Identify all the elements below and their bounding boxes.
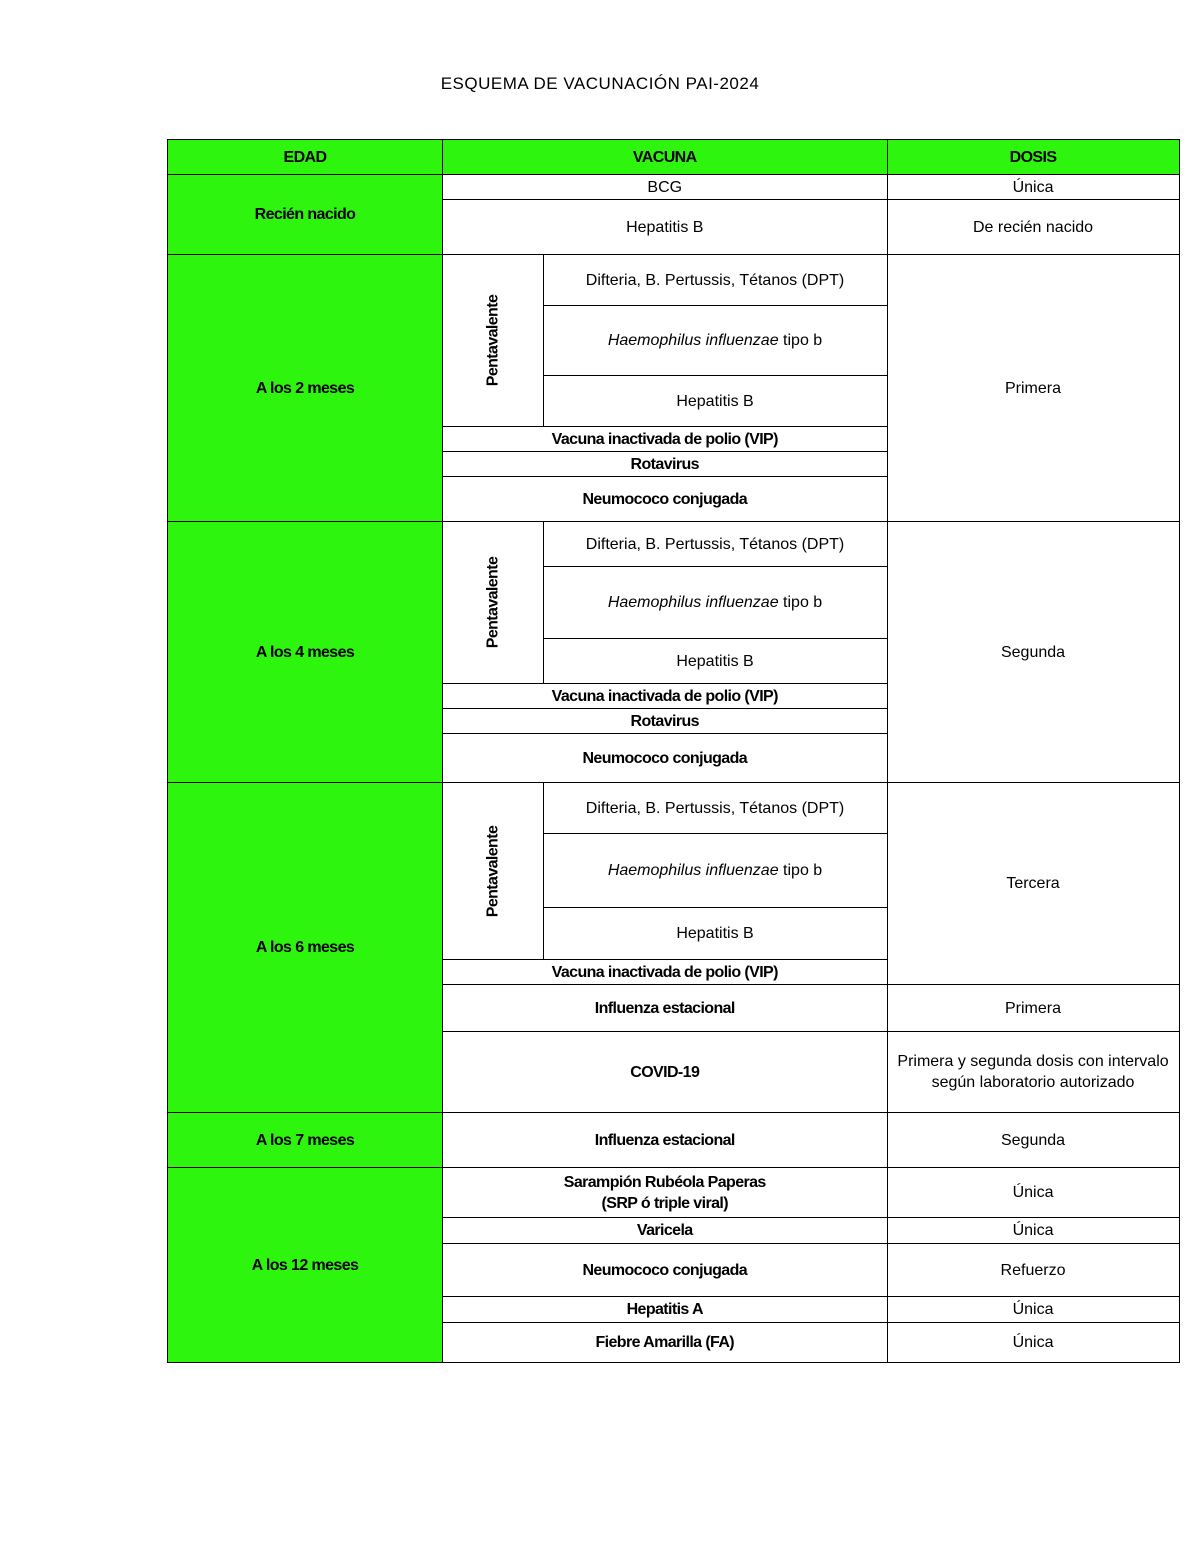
table-row — [168, 175, 1180, 200]
vaccine-cell: Rotavirus — [443, 709, 888, 734]
vaccine-cell — [443, 1168, 888, 1218]
vaccine-cell: Vacuna inactivada de polio (VIP) — [443, 427, 888, 452]
srp-line-1: Sarampión Rubéola Paperas — [563, 1173, 766, 1191]
pentavalente-label: Pentavalente — [484, 825, 502, 917]
age-cell-recien-nacido: Recién nacido — [168, 175, 443, 255]
header-row — [168, 140, 1180, 175]
hib-rest-text: tipo b — [778, 862, 823, 879]
dose-cell: Única — [887, 175, 1179, 200]
hib-rest-text: tipo b — [778, 332, 823, 349]
dose-cell: Única — [887, 1323, 1179, 1363]
hib-italic-text: Haemophilus influenzae — [607, 332, 779, 349]
dose-cell: Segunda — [887, 1113, 1179, 1168]
dose-cell: Segunda — [887, 522, 1179, 783]
dose-cell: Primera — [887, 985, 1179, 1032]
table-row — [168, 1168, 1180, 1218]
vaccine-cell: Varicela — [443, 1218, 888, 1244]
pentavalente-label: Pentavalente — [484, 294, 502, 387]
vaccine-cell: COVID-19 — [443, 1032, 888, 1113]
vaccine-cell: Influenza estacional — [443, 1113, 888, 1168]
hib-italic-text: Haemophilus influenzae — [607, 862, 779, 879]
vaccine-cell: Vacuna inactivada de polio (VIP) — [443, 960, 888, 985]
vaccine-cell: Hepatitis A — [443, 1297, 888, 1323]
document-title: ESQUEMA DE VACUNACIÓN PAI-2024 — [440, 74, 760, 93]
pentavalente-label: Pentavalente — [484, 556, 502, 649]
dose-cell: Única — [887, 1297, 1179, 1323]
header-edad: EDAD — [168, 140, 443, 175]
vaccine-cell: Influenza estacional — [443, 985, 888, 1032]
vaccine-cell: Difteria, B. Pertussis, Tétanos (DPT) — [543, 783, 887, 834]
dose-cell: Refuerzo — [887, 1244, 1179, 1297]
srp-line-2: (SRP ó triple viral) — [601, 1194, 728, 1212]
vaccine-cell: BCG — [443, 175, 888, 200]
vaccine-cell: Rotavirus — [443, 452, 888, 477]
table-row — [168, 783, 1180, 834]
table-row — [168, 255, 1180, 306]
vaccine-cell — [543, 567, 887, 639]
header-dosis: DOSIS — [887, 140, 1179, 175]
table-row — [168, 1113, 1180, 1168]
pentavalente-cell — [443, 783, 544, 960]
header-vacuna: VACUNA — [443, 140, 888, 175]
vaccine-cell: Neumococo conjugada — [443, 477, 888, 522]
age-cell-7-meses: A los 7 meses — [168, 1113, 443, 1168]
dose-cell: De recién nacido — [887, 200, 1179, 255]
age-cell-2-meses: A los 2 meses — [168, 255, 443, 522]
table-row — [168, 522, 1180, 567]
vaccine-cell: Hepatitis B — [543, 639, 887, 684]
vaccine-cell: Neumococo conjugada — [443, 1244, 888, 1297]
hib-italic-text: Haemophilus influenzae — [607, 594, 779, 611]
age-cell-12-meses: A los 12 meses — [168, 1168, 443, 1363]
dose-cell: Única — [887, 1218, 1179, 1244]
hib-rest-text: tipo b — [778, 594, 823, 611]
pentavalente-cell — [443, 522, 544, 684]
vaccine-cell: Neumococo conjugada — [443, 734, 888, 783]
age-cell-4-meses: A los 4 meses — [168, 522, 443, 783]
vaccine-cell: Fiebre Amarilla (FA) — [443, 1323, 888, 1363]
dose-cell: Primera — [887, 255, 1179, 522]
vaccine-cell: Difteria, B. Pertussis, Tétanos (DPT) — [543, 522, 887, 567]
dose-cell: Primera y segunda dosis con intervalo según laboratorio autorizado — [887, 1032, 1179, 1113]
vaccine-cell: Hepatitis B — [543, 376, 887, 427]
vaccine-cell: Hepatitis B — [543, 908, 887, 960]
dose-cell: Tercera — [887, 783, 1179, 985]
vaccine-cell — [543, 834, 887, 908]
age-cell-6-meses: A los 6 meses — [168, 783, 443, 1113]
vaccine-cell: Vacuna inactivada de polio (VIP) — [443, 684, 888, 709]
dose-cell: Única — [887, 1168, 1179, 1218]
vaccine-cell — [543, 306, 887, 376]
vaccine-cell: Hepatitis B — [443, 200, 888, 255]
vaccination-schedule-table — [167, 139, 1180, 1363]
pentavalente-cell — [443, 255, 544, 427]
vaccine-cell: Difteria, B. Pertussis, Tétanos (DPT) — [543, 255, 887, 306]
